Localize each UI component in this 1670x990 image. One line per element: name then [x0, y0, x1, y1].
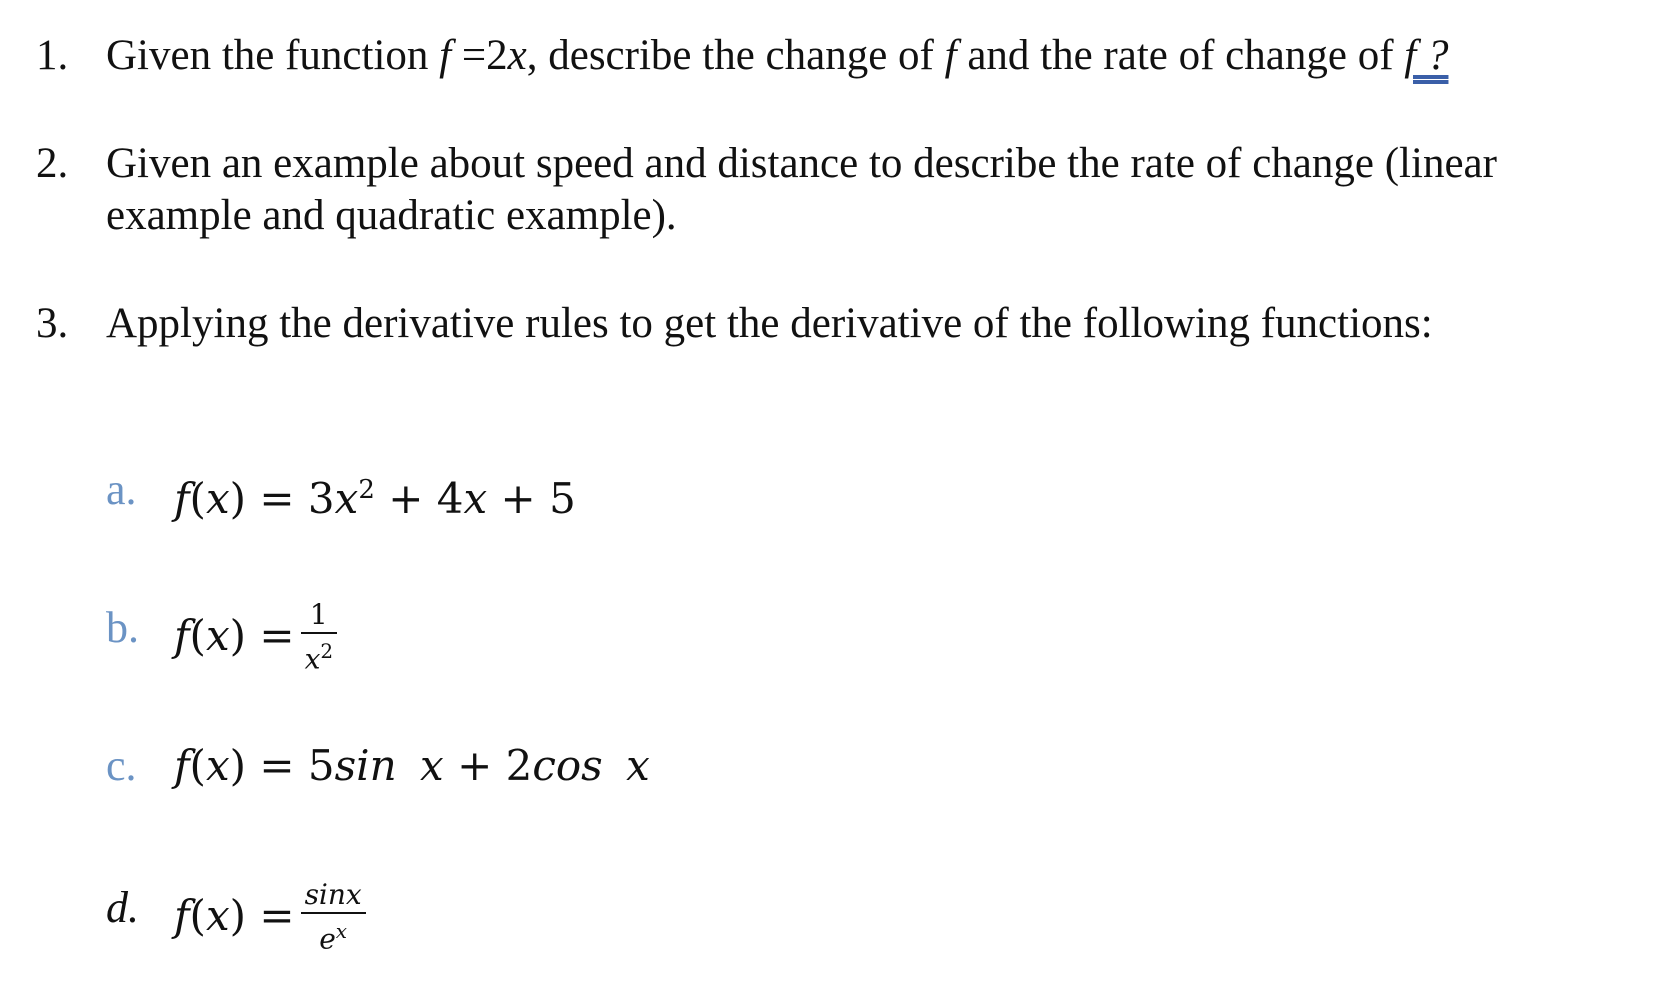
function-expression: f(x) = 5sin x + 2cos x — [174, 741, 650, 790]
question-number: 1. — [36, 32, 69, 79]
function-expression: f(x) = $\frac{1}{x^2}$ — [174, 600, 337, 678]
question-text: Applying the derivative rules to get the derivative of the following functions: — [106, 300, 1433, 347]
question-text: Given the function f =2x, describe the change of f and the rate of change of f ? — [106, 32, 1449, 79]
function-expression: f(x) = $\frac{\sin x}{e^x}$ — [174, 880, 366, 958]
fraction-denominator: $x^2$ — [304, 639, 334, 676]
question-number: 3. — [36, 300, 69, 347]
function-expression: $f(x) = 3x^2 + 4x + 5$ — [174, 474, 576, 523]
subitem-label: b. — [106, 603, 139, 652]
question-text-line-1: Given an example about speed and distance to describe the rate of change (linear — [106, 140, 1497, 187]
fraction-numerator: 1 — [301, 598, 338, 634]
fraction-numerator: sinx — [301, 878, 366, 914]
fraction-denominator: $e^x$ — [319, 919, 348, 956]
question-text-line-2: example and quadratic example). — [106, 192, 677, 239]
fraction — [301, 598, 338, 676]
subitem-label: d. — [106, 883, 139, 932]
underlined-f: f ? — [1404, 32, 1449, 79]
subitem-label: c. — [106, 741, 137, 790]
question-number: 2. — [36, 140, 69, 187]
subitem-label: a. — [106, 465, 137, 514]
fraction — [301, 878, 366, 956]
